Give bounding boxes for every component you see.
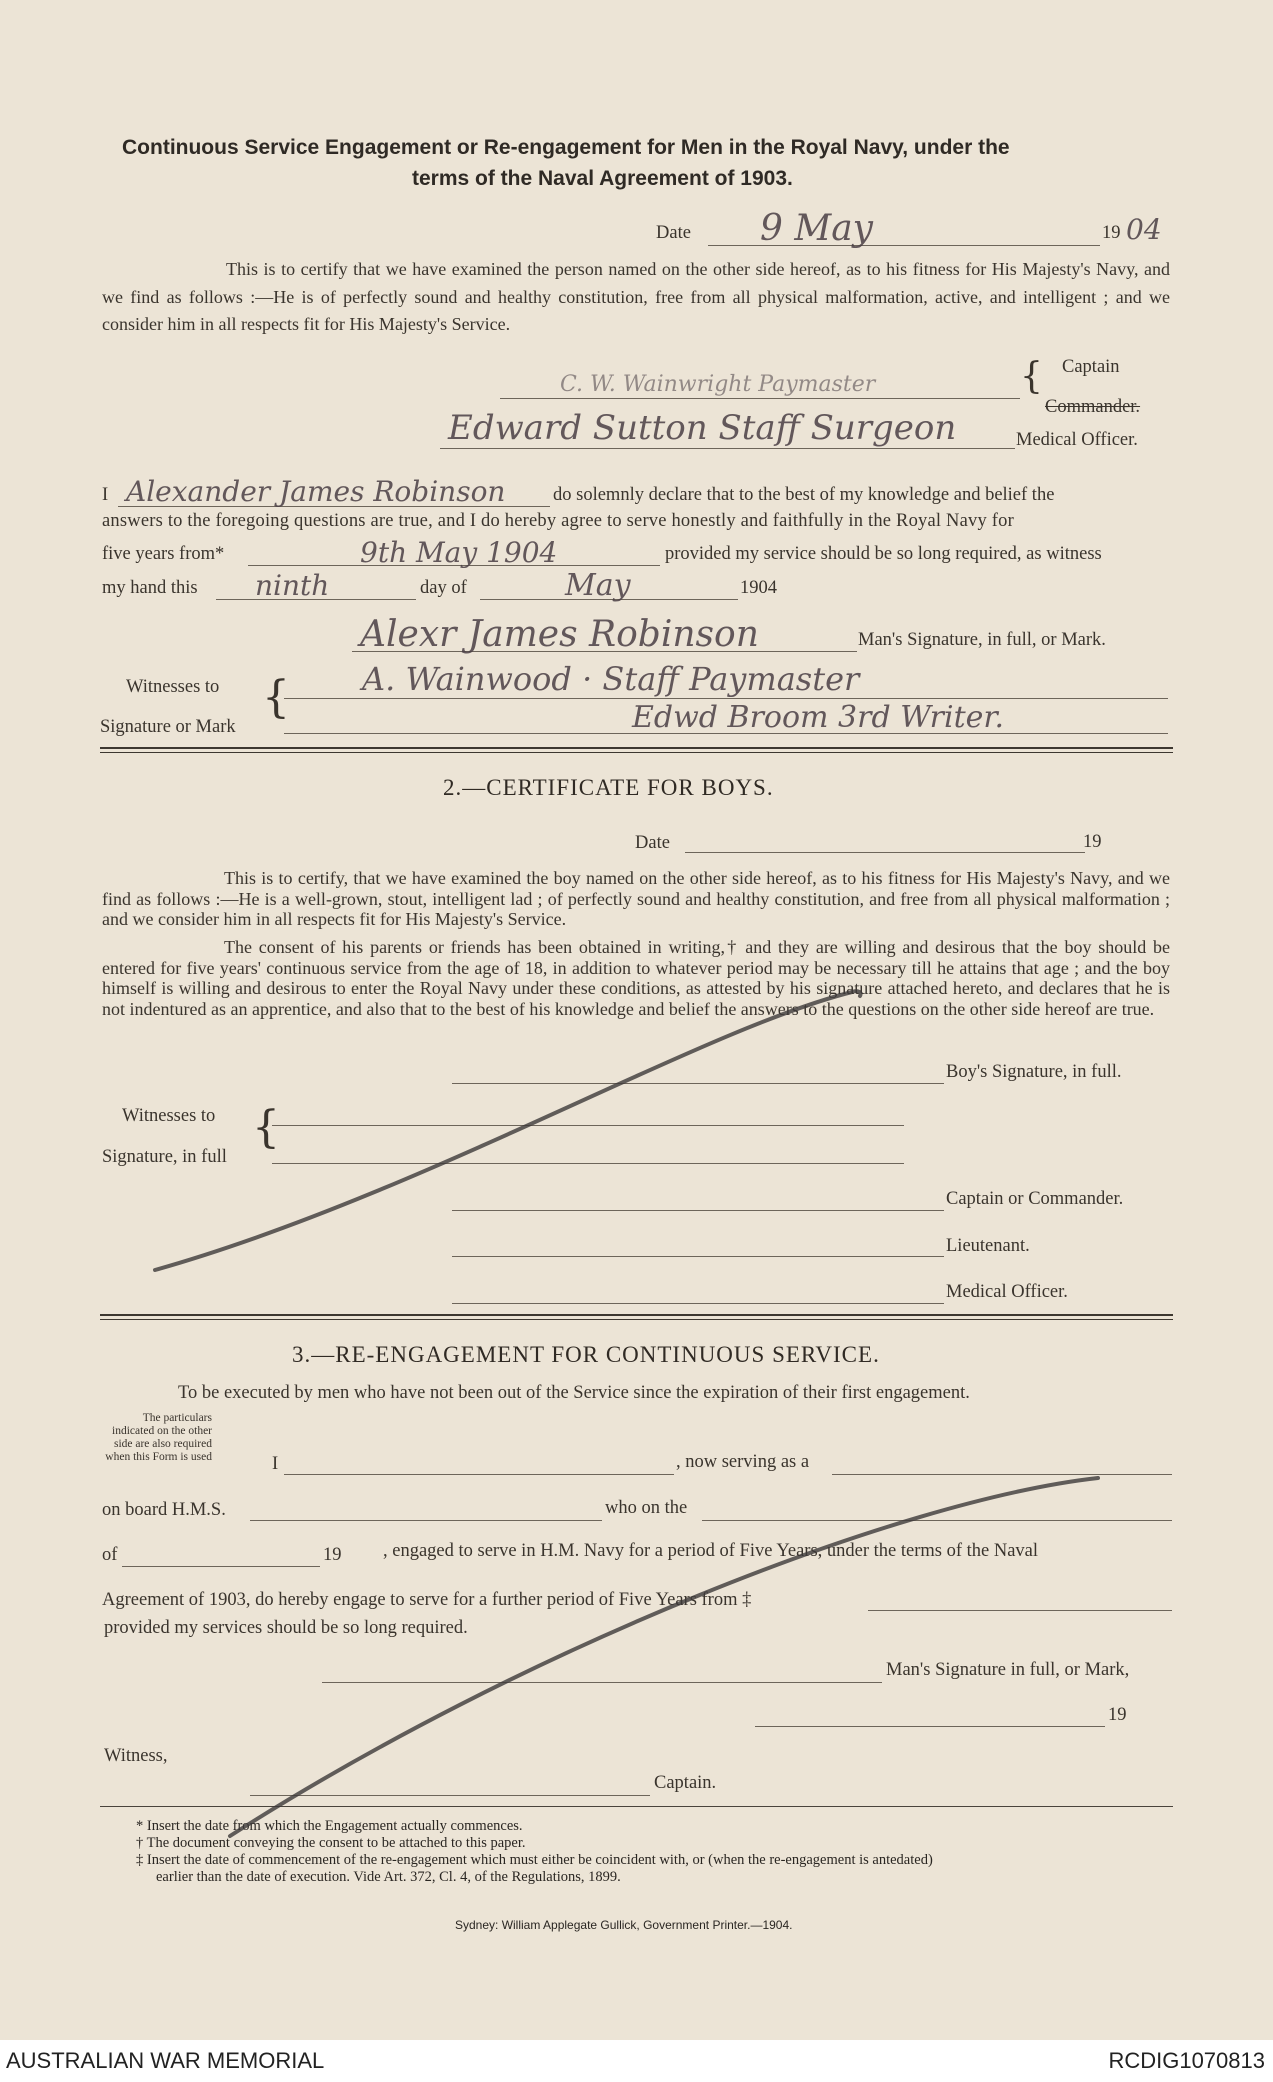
section2-cancel-stroke bbox=[155, 991, 861, 1270]
witnesses-label-2: Signature or Mark bbox=[100, 717, 236, 737]
witness-signature-1: A. Wainwood · Staff Paymaster bbox=[362, 660, 860, 698]
section2-paragraph-1: This is to certify, that we have examined the boy named on the other side hereof, as to his fitness for His Majesty's Navy, and we find as follows :—He is a well-grown, stout, intelligent lad ; of perfectly sound and healthy constitution, and free from all physical malformation ; and we consider him in all respects fit for His Majesty's Service. bbox=[102, 868, 1170, 929]
commander-label: Commander. bbox=[1045, 397, 1141, 417]
hand-year: 1904 bbox=[740, 578, 777, 598]
date-handwritten: 9 May bbox=[760, 208, 874, 249]
medical-signature: Edward Sutton Staff Surgeon bbox=[448, 408, 957, 448]
date-label: Date bbox=[656, 223, 691, 243]
five-years-label: five years from* bbox=[102, 544, 225, 564]
section3-year-prefix-2: 19 bbox=[1108, 1705, 1127, 1725]
man-signature-label: Man's Signature, in full, or Mark. bbox=[858, 630, 1106, 650]
man-signature: Alexr James Robinson bbox=[360, 614, 759, 655]
form-title-line1: Continuous Service Engagement or Re-engagement for Men in the Royal Navy, under the bbox=[122, 136, 1010, 159]
section2-paragraph-2: The consent of his parents or friends has been obtained in writing,† and they are willing and desirous that the boy should be entered for five years' continuous service from the age of 18, in addition to whatever period may be necessary till he attains that age ; and the boy himself is willing and desirous to enter the Royal Navy under these conditions, as attested by his signature attached hereto, and declares that he is not indentured as an apprentice, and also that to the best of his knowledge and belief the answers to the questions on the other side hereof are true. bbox=[102, 937, 1170, 1019]
medical-officer-label: Medical Officer. bbox=[1016, 430, 1138, 450]
section3-captain-label: Captain. bbox=[654, 1773, 717, 1793]
section2-witnesses-brace: { bbox=[252, 1102, 280, 1153]
date-year-handwritten: 04 bbox=[1126, 213, 1162, 246]
section2-witnesses-label-1: Witnesses to bbox=[122, 1106, 216, 1126]
lieutenant-label: Lieutenant. bbox=[946, 1236, 1030, 1256]
fitness-paragraph: This is to certify that we have examined the person named on the other side hereof, as to his fitness for His Majesty's Navy, and we find as follows :—He is of perfectly sound and healthy constitution, free from all physical malformation, active, and intelligent ; and we consider him in all respects fit for His Majesty's Service. bbox=[102, 259, 1170, 334]
form-title-line2: terms of the Naval Agreement of 1903. bbox=[412, 167, 793, 190]
archive-footer bbox=[0, 2040, 1273, 2082]
section3-i-label: I bbox=[272, 1454, 279, 1474]
section3-who-label: who on the bbox=[605, 1498, 688, 1518]
section3-of-label: of bbox=[102, 1545, 118, 1565]
footnote-2: † The document conveying the consent to be attached to this paper. bbox=[136, 1835, 526, 1851]
section3-side-note: The particulars indicated on the other side are also required when this Form is used bbox=[105, 1412, 212, 1463]
hand-day: ninth bbox=[255, 569, 330, 602]
hand-month: May bbox=[565, 568, 631, 603]
section3-cancel-stroke bbox=[230, 1478, 1098, 1836]
footer-catalogue-id: RCDIG1070813 bbox=[1108, 2048, 1265, 2073]
captain-signature: C. W. Wainwright Paymaster bbox=[560, 372, 876, 397]
footer-institution: AUSTRALIAN WAR MEMORIAL bbox=[6, 2048, 325, 2073]
declare-text-1: do solemnly declare that to the best of my knowledge and belief the bbox=[553, 485, 1055, 505]
witness-signature-2: Edwd Broom 3rd Writer. bbox=[632, 700, 1004, 735]
section3-serving-label: , now serving as a bbox=[676, 1452, 810, 1472]
printer-line: Sydney: William Applegate Gullick, Government Printer.—1904. bbox=[455, 1918, 793, 1932]
declare-text-2: answers to the foregoing questions are true, and I do hereby agree to serve honestly and faithfully in the Royal Navy for bbox=[102, 511, 1014, 531]
section3-heading: 3.—RE-ENGAGEMENT FOR CONTINUOUS SERVICE. bbox=[292, 1342, 880, 1367]
section3-witness-label: Witness, bbox=[104, 1746, 168, 1766]
footnote-3a: ‡ Insert the date of commencement of the re-engagement which must either be coincident with, or (when the re-engagement is antedated) bbox=[136, 1852, 933, 1868]
hand-label: my hand this bbox=[102, 578, 198, 598]
five-years-value: 9th May 1904 bbox=[360, 536, 558, 569]
section3-engaged-text: , engaged to serve in H.M. Navy for a period of Five Years, under the terms of the Naval bbox=[383, 1541, 1039, 1561]
section3-board-label: on board H.M.S. bbox=[102, 1500, 226, 1520]
footnote-1: * Insert the date from which the Engagement actually commences. bbox=[136, 1818, 523, 1834]
section2-heading: 2.—CERTIFICATE FOR BOYS. bbox=[443, 775, 774, 800]
captain-label: Captain bbox=[1062, 357, 1120, 377]
section3-subheading: To be executed by men who have not been out of the Service since the expiration of their first engagement. bbox=[178, 1383, 970, 1403]
witnesses-brace: { bbox=[262, 672, 290, 723]
captain-commander-label: Captain or Commander. bbox=[946, 1189, 1124, 1209]
section2-medical-label: Medical Officer. bbox=[946, 1282, 1068, 1302]
section3-provided-text: provided my services should be so long required. bbox=[104, 1618, 468, 1638]
declarant-name: Alexander James Robinson bbox=[126, 475, 506, 508]
boy-signature-label: Boy's Signature, in full. bbox=[946, 1062, 1122, 1082]
declare-i: I bbox=[102, 485, 109, 505]
section3-agreement-text: Agreement of 1903, do hereby engage to serve for a further period of Five Years from ‡ bbox=[102, 1590, 752, 1610]
captain-brace: { bbox=[1020, 356, 1043, 397]
section2-date-label: Date bbox=[635, 833, 670, 853]
day-of-label: day of bbox=[420, 578, 467, 598]
section3-year-prefix: 19 bbox=[323, 1545, 342, 1565]
section2-year-prefix: 19 bbox=[1083, 832, 1102, 852]
section3-man-signature-label: Man's Signature in full, or Mark, bbox=[886, 1660, 1130, 1680]
provided-text: provided my service should be so long required, as witness bbox=[665, 544, 1102, 564]
witnesses-label-1: Witnesses to bbox=[126, 677, 220, 697]
footnote-3b: earlier than the date of execution. Vide Art. 372, Cl. 4, of the Regulations, 1899. bbox=[156, 1869, 621, 1885]
date-year-prefix: 19 bbox=[1102, 223, 1121, 243]
section2-witnesses-label-2: Signature, in full bbox=[102, 1147, 227, 1167]
